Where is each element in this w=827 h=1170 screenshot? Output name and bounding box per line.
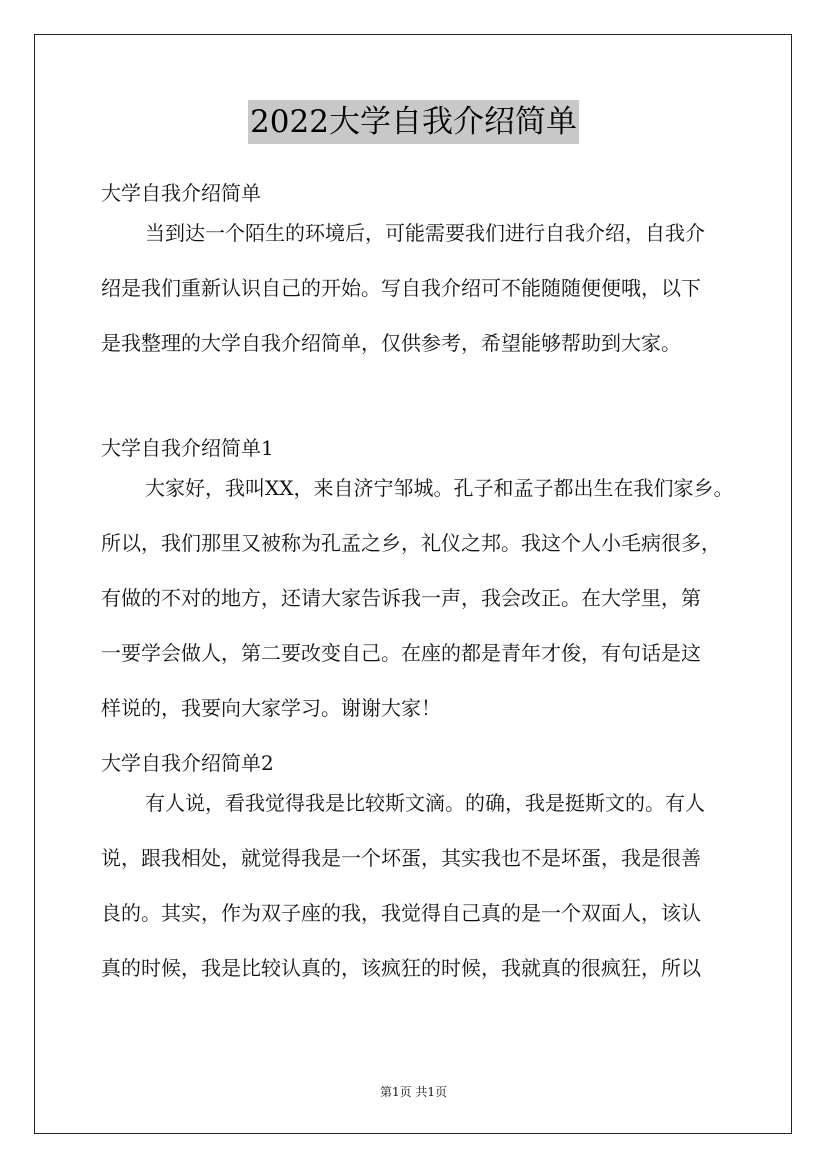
paragraph-line: 良的。其实，作为双子座的我，我觉得自己真的是一个双面人，该认: [101, 901, 701, 925]
intro-heading: 大学自我介绍简单: [101, 181, 261, 205]
section-1-paragraph: [101, 472, 734, 747]
paragraph-line: 真的时候，我是比较认真的，该疯狂的时候，我就真的很疯狂，所以: [101, 956, 701, 980]
document-title: 2022大学自我介绍简单: [248, 100, 579, 144]
paragraph-line: 样说的，我要向大家学习。谢谢大家！: [101, 696, 441, 720]
blank-line: [101, 382, 731, 432]
paragraph-line: 所以，我们那里又被称为孔孟之乡，礼仪之邦。我这个人小毛病很多，: [101, 531, 721, 555]
paragraph-line: 说，跟我相处，就觉得我是一个坏蛋，其实我也不是坏蛋，我是很善: [101, 846, 701, 870]
paragraph-line: 有人说，看我觉得我是比较斯文滴。的确，我是挺斯文的。有人: [145, 791, 705, 815]
paragraph-line: 当到达一个陌生的环境后，可能需要我们进行自我介绍，自我介: [145, 221, 705, 245]
paragraph-line: 大家好，我叫XX，来自济宁邹城。孔子和孟子都出生在我们家乡。: [145, 476, 734, 500]
intro-paragraph: [101, 217, 731, 382]
title-container: [0, 100, 827, 144]
document-body: [101, 177, 734, 1007]
paragraph-line: 绍是我们重新认识自己的开始。写自我介绍可不能随随便便哦，以下: [101, 276, 701, 300]
paragraph-line: 是我整理的大学自我介绍简单，仅供参考，希望能够帮助到大家。: [101, 331, 681, 355]
page-number-footer: 第1页 共1页: [379, 1085, 448, 1099]
paragraph-line: 一要学会做人，第二要改变自己。在座的都是青年才俊，有句话是这: [101, 641, 701, 665]
section-1-heading: 大学自我介绍简单1: [101, 436, 274, 460]
section-2-heading: 大学自我介绍简单2: [101, 751, 274, 775]
section-2-paragraph: [101, 787, 731, 1007]
paragraph-line: 有做的不对的地方，还请大家告诉我一声，我会改正。在大学里，第: [101, 586, 701, 610]
